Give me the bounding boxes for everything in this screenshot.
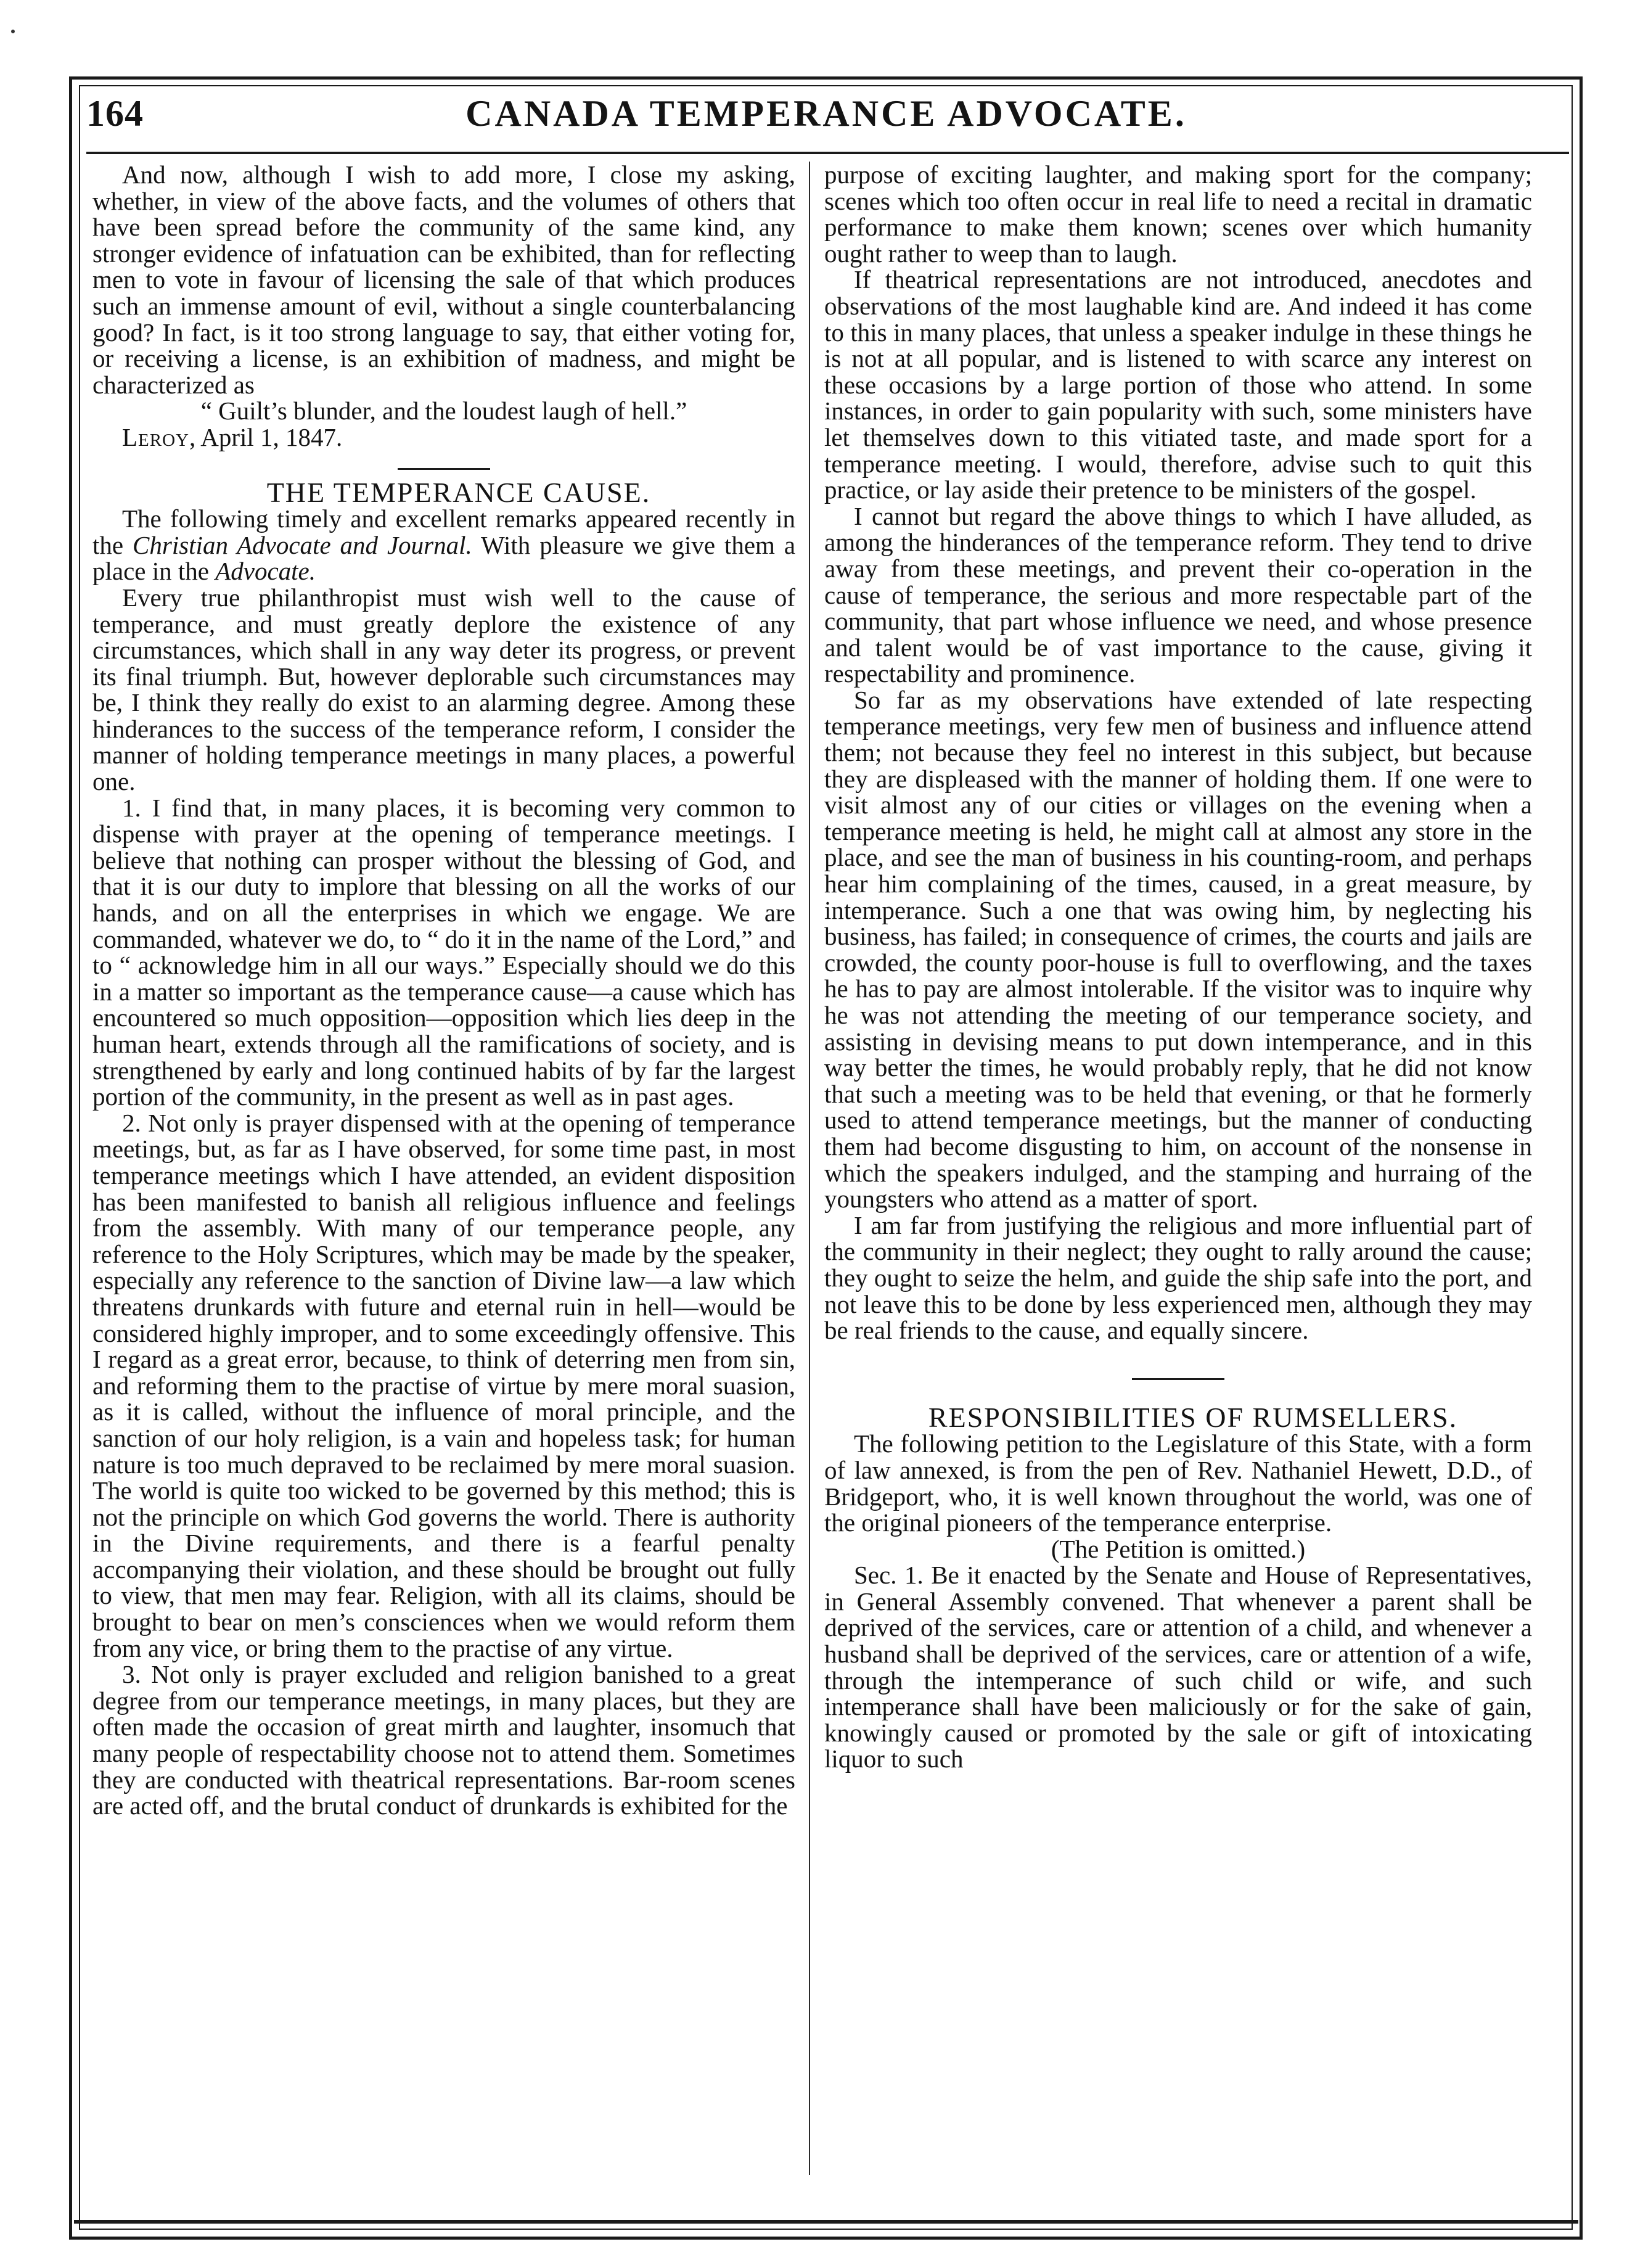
article-paragraph: The following petition to the Legislature of this State, with a form of law annexed, is from the pen of Rev. Nathaniel Hewett, D.D., of Bridgeport, who, it is well known throughout the world, was one of the original pioneers of the temperance enterprise. bbox=[824, 1429, 1532, 1537]
law-section: Sec. 1. Be it enacted by the Senate and House of Representatives, in General Assembly convened. That whenever a parent shall be deprived of the services, care or attention of a child, and whenever a husband shall be deprived of the services, care or attention of a wife, through the intemperance of such child or wife, and such intemperance shall have been maliciously or for the sake of gain, knowingly caused or promoted by the sale or gift of intoxicating liquor to such bbox=[824, 1561, 1532, 1773]
article-paragraph: 1. I find that, in many places, it is becoming very common to dispense with prayer at the opening of temperance meetings. I believe that nothing can prosper without the blessing of God, and that it is our duty to implore that blessing on all the works of our hands, and on all the enterprises in which we engage. We are commanded, whatever we do, to “ do it in the name of the Lord,” and to “ acknowledge him in all our ways.” Especially should we do this in a matter so important as the temperance cause—a cause which has encountered so much opposition—opposition which lies deep in the human heart, extends through all the ramifications of society, and is strengthened by early and long continued habits of by far the largest portion of the community, in the present as well as in past ages. bbox=[92, 793, 795, 1111]
signature-name: Leroy bbox=[122, 422, 189, 451]
editor-note-journal: Christian Advocate and Journal. bbox=[133, 530, 472, 559]
closing-paragraph: And now, although I wish to add more, I close my asking, whether, in view of the above facts, and the volumes of others that have been spread before the community of the same kind, any stronger evidence of infatuation can be exhibited, than for reflecting men to vote in favour of licensing the sale of that which produces such an immense amount of evil, without a single counterbalancing good? In fact, is it too strong language to say, that either voting for, or receiving a license, is an exhibition of madness, and might be characterized as bbox=[92, 160, 795, 399]
editor-note-advocate: Advocate. bbox=[215, 557, 316, 586]
running-title: CANADA TEMPERANCE ADVOCATE. bbox=[465, 93, 1187, 134]
article-paragraph: I am far from justifying the religious and more influential part of the community in their neglect; they ought to rally around the cause; they ought to seize the helm, and guide the ship safe into the port, and not leave this to be done by less experienced men, although they may be real friends to the cause, and equally sincere. bbox=[824, 1210, 1532, 1345]
signature-date: , April 1, 1847. bbox=[189, 422, 343, 451]
header-rule bbox=[86, 152, 1569, 154]
left-column bbox=[92, 162, 795, 1819]
column-divider bbox=[809, 162, 810, 2175]
page-number: 164 bbox=[86, 93, 144, 134]
signature-line bbox=[92, 424, 795, 451]
petition-note: (The Petition is omitted.) bbox=[1051, 1534, 1306, 1563]
right-column bbox=[824, 162, 1532, 1772]
article-paragraph: So far as my observations have extended of late respecting temperance meetings, very few men of business and influence attend them; not because they feel no interest in this subject, but because they are displeased with the manner of holding them. If one were to visit almost any of our cities or villages on the evening when a temperance meeting is held, he might call at almost any store in the place, and see the man of business in his counting-room, and perhaps hear him complaining of the times, caused, in a great measure, by intemperance. Such a one that was owing him, by neglecting his business, has failed; in consequence of crimes, the courts and jails are crowded, the county poor-house is full to overflowing, and the taxes he has to pay are almost intolerable. If the visitor was to inquire why he was not attending the meeting of our temperance society, and assisting in devising means to put down intemperance, and in this way better the times, he would probably reply, that he did not know that such a meeting was to be held that evening, or that he formerly used to attend temperance meetings, but the manner of conducting them had become disgusting to him, on account of the nonsense in which the speakers indulged, and the stamping and hurraing of the youngsters who attend as a matter of sport. bbox=[824, 685, 1532, 1214]
section-divider bbox=[1132, 1378, 1224, 1380]
section-divider bbox=[398, 468, 490, 470]
section-title-rumsellers: RESPONSIBILITIES OF RUMSELLERS. bbox=[928, 1401, 1458, 1433]
section-title-temperance-cause: THE TEMPERANCE CAUSE. bbox=[266, 476, 651, 508]
article-paragraph: purpose of exciting laughter, and making sport for the company; scenes which too often occur in real life to need a recital in dramatic performance to make them known; scenes over which humanity ought rather to weep than to laugh. bbox=[824, 160, 1532, 268]
editor-note-text-b: With pleasure we give them a place in the bbox=[92, 530, 796, 586]
article-paragraph: 2. Not only is prayer dispensed with at the opening of temperance meetings, but, as far as I have observed, for some time past, in most temperance meetings which I have attended, an evident disposition has been manifested to banish all religious influence and feelings from the assembly. With many of our temperance people, any reference to the Holy Scriptures, which may be made by the speaker, especially any reference to the sanction of Divine law—a law which threatens drunkards with future and eternal ruin in hell—would be considered highly improper, and to some exceedingly offensive. This I regard as a great error, because, to think of deterring men from sin, and reforming them to the practise of virtue by mere moral suasion, as it is called, without the influence of moral principle, and the sanction of our holy religion, is a vain and hopeless task; for human nature is too much depraved to be reclaimed by mere moral suasion. The world is quite too wicked to be governed by this method; this is not the principle on which God governs the world. There is authority in the Divine requirements, and there is a fearful penalty accompanying their violation, and these should be brought out fully to view, that men may fear. Religion, with all its claims, should be brought to bear on men’s consciences when we would reform them from any vice, or bring them to the practise of any virtue. bbox=[92, 1108, 795, 1662]
article-paragraph: Every true philanthropist must wish well to the cause of temperance, and must greatly deplore the existence of any circumstances, which shall in any way deter its progress, or prevent its final triumph. But, however deplorable such circumstances may be, I think they really do exist to an alarming degree. Among these hinderances to the success of the temperance reform, I consider the manner of holding temperance meetings in many places, a powerful one. bbox=[92, 583, 795, 796]
bottom-rule bbox=[74, 2220, 1578, 2224]
page-header bbox=[86, 92, 1566, 154]
quote-line: “ Guilt’s blunder, and the loudest laugh of hell.” bbox=[200, 396, 687, 425]
article-paragraph: If theatrical representations are not introduced, anecdotes and observations of the most laughable kind are. And indeed it has come to this in many places, that unless a speaker indulge in these things he is not at all popular, and is listened to with scarce any interest on these occasions by a large portion of those who attend. In some instances, in order to gain popularity with such, some ministers have let themselves down to this vitiated taste, and made sport for a temperance meeting. I would, therefore, advise such to quit this practice, or lay aside their pretence to be ministers of the gospel. bbox=[824, 265, 1532, 504]
editor-note-text-a: The following timely and excellent remarks appeared recently in the bbox=[92, 504, 795, 559]
scan-speck bbox=[11, 30, 15, 33]
article-paragraph: I cannot but regard the above things to which I have alluded, as among the hinderances of the temperance reform. They tend to drive away from these meetings, and prevent their co-operation in the cause of temperance, the serious and more respectable part of the community, that part whose influence we need, and whose presence and talent would be of vast importance to the cause, giving it respectability and prominence. bbox=[824, 501, 1532, 688]
editor-note bbox=[92, 506, 795, 585]
article-paragraph: 3. Not only is prayer excluded and religion banished to a great degree from our temperance meetings, in many places, but they are often made the occasion of great mirth and laughter, insomuch that many people of respectability choose not to attend them. Sometimes they are conducted with theatrical representations. Bar-room scenes are acted off, and the brutal conduct of drunkards is exhibited for the bbox=[92, 1660, 795, 1820]
